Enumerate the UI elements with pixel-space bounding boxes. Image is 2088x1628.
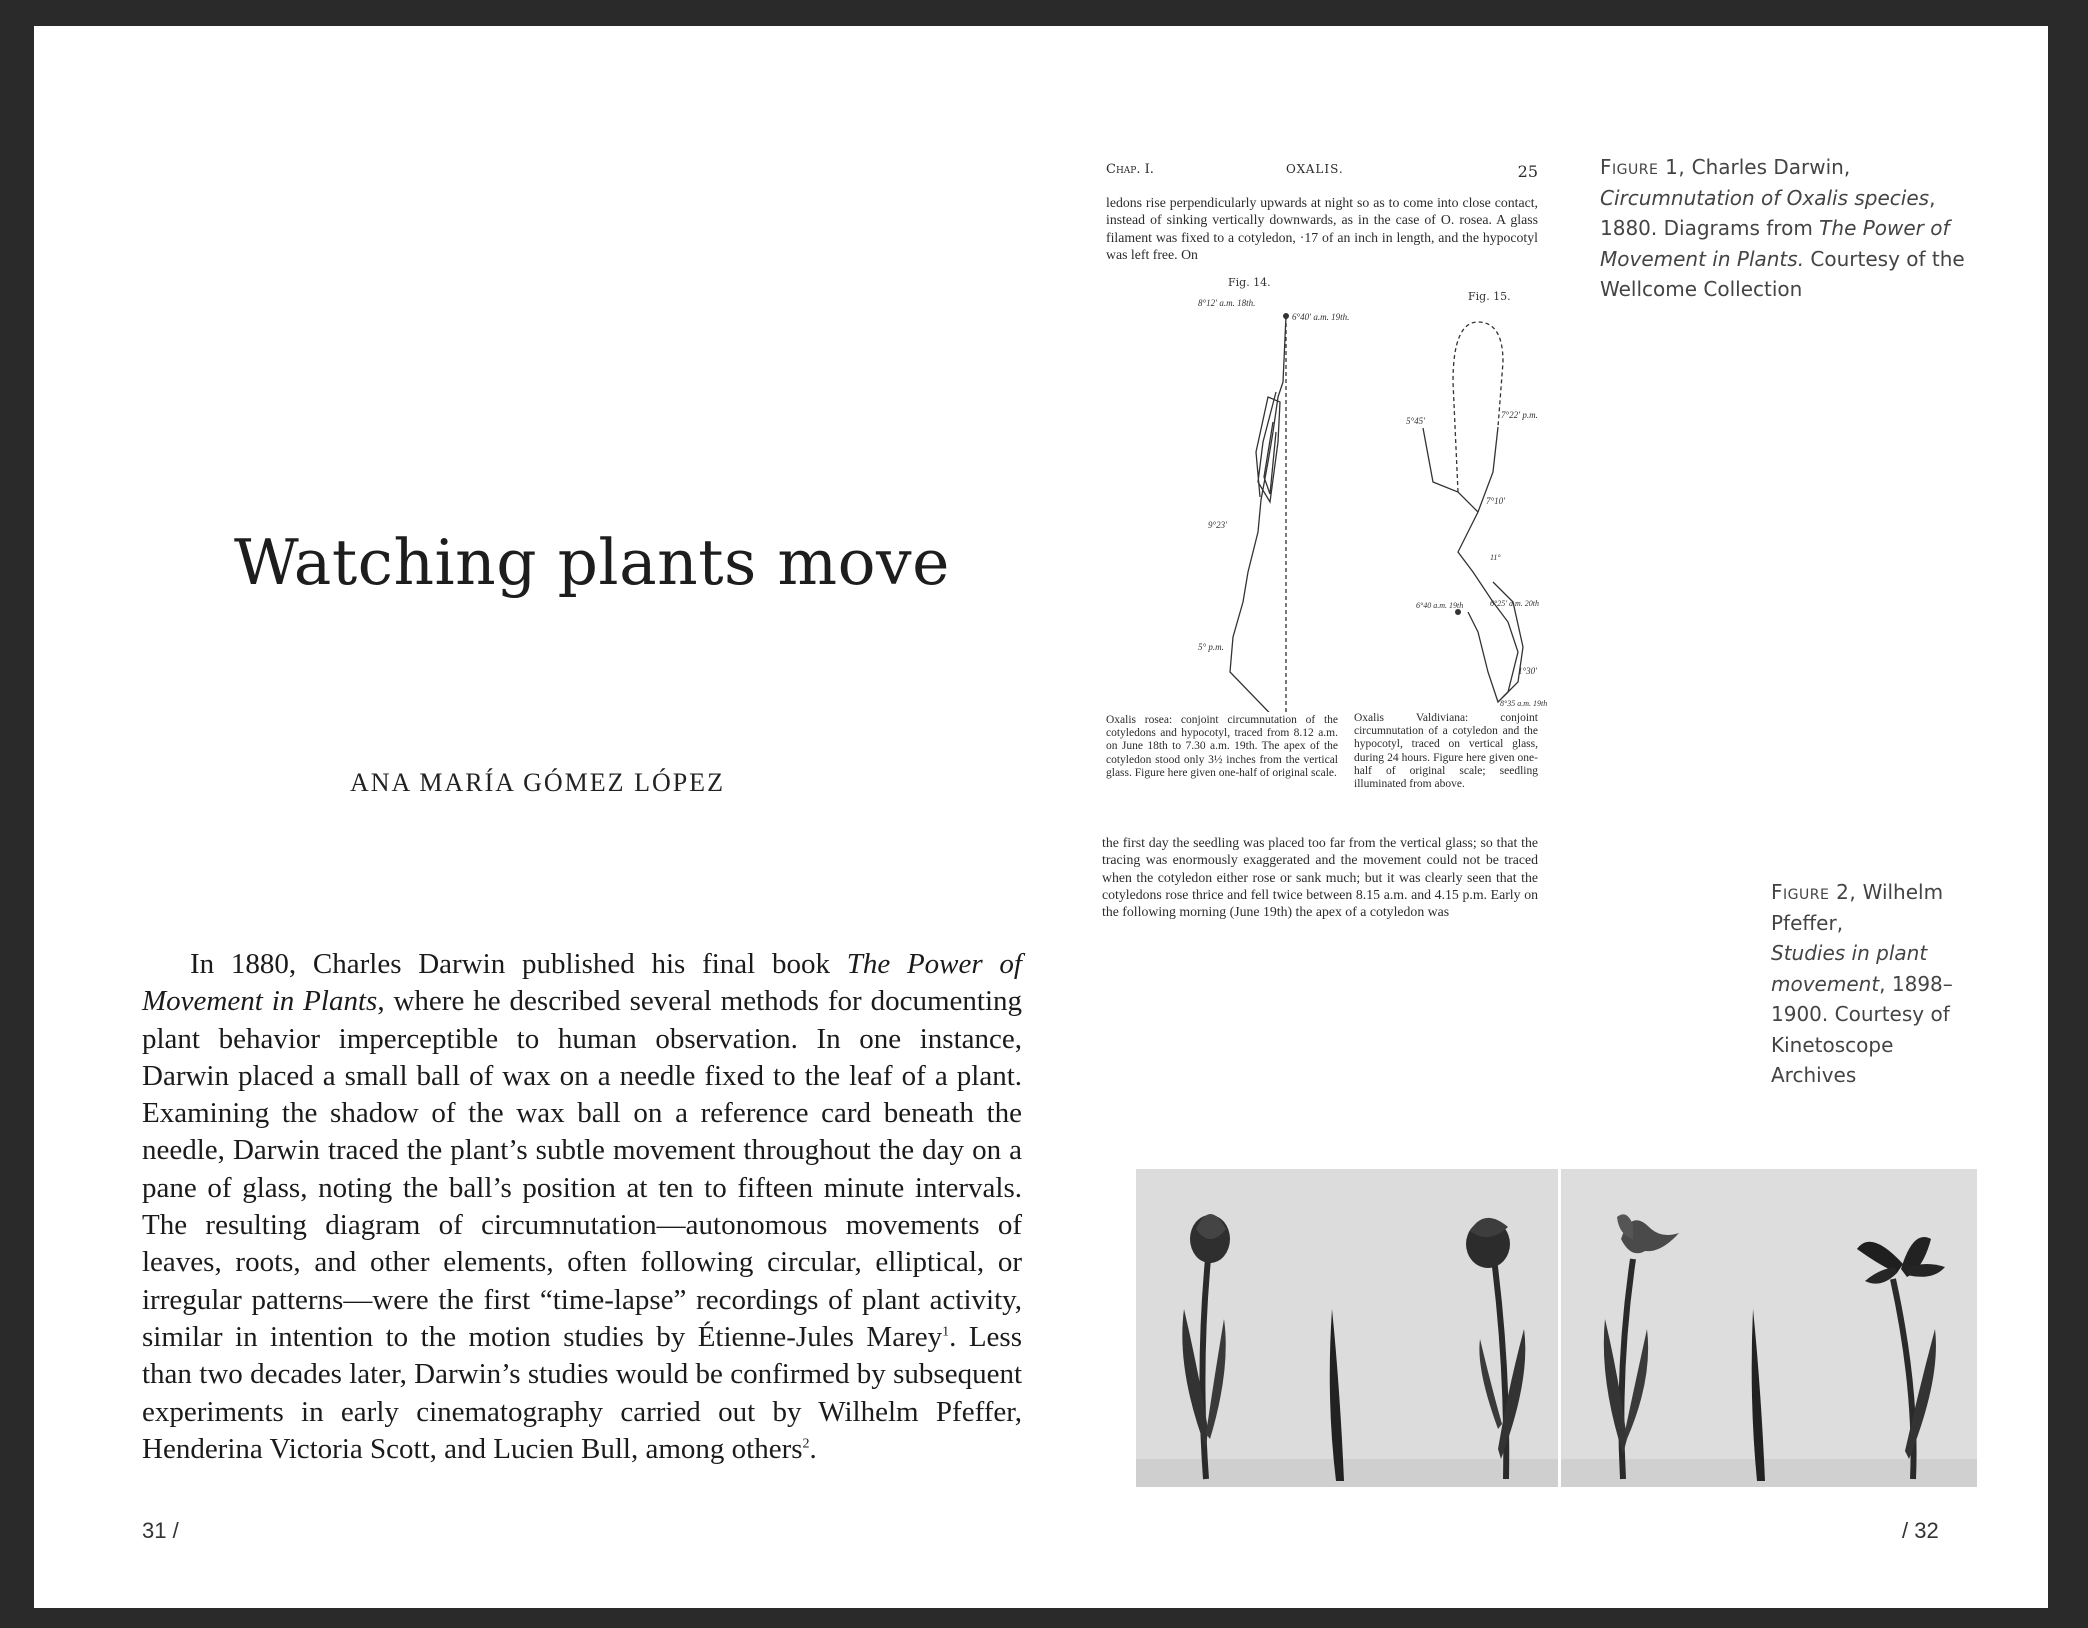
fig14-tracing [1230, 316, 1288, 712]
scan-top-paragraph: ledons rise perpendicularly upwards at night so as to come into close contact, instead of sinking vertically downwards, as in the case of O. rosea. A glass filament was fixed to a cotyledon, ·17 of an inch in length, and the hypocotyl was left free. On [1106, 195, 1538, 262]
circumnutation-diagrams [1098, 272, 1558, 712]
fig15-label: Fig. 15. [1468, 290, 1511, 303]
scan-bottom-paragraph: the first day the seedling was placed too far from the vertical glass; so that the tracing was enormously exaggerated and the movement could not be traced when the cotyledon either rose or sank much; but it was clearly seen that the cotyledons rose thrice and fell twice between 8.15 a.m. and 4.15 p.m. Early on the following morning (June 19th) the apex of a cotyledon was [1102, 835, 1538, 920]
figure1-title: Circumnutation of Oxalis species [1600, 185, 1930, 210]
fig14-start-dot [1283, 313, 1289, 319]
scan-page-number: 25 [1517, 162, 1538, 181]
footnote-ref-2[interactable]: 2 [802, 1436, 810, 1452]
figure1-comma: , [1929, 185, 1936, 210]
scan-caption-fig14: Oxalis rosea: conjoint circumnutation of the cotyledons and hypocotyl, traced from 8.12 a.m. on June 18th to 7.30 a.m. 19th. The apex of the cotyledon stood only 3½ inches from the vertical glass. Figure here given one-half of original scale. [1106, 714, 1338, 779]
figure1-caption [1600, 152, 1980, 305]
figure1-book: The Power of Movement in Plants. [1600, 216, 1950, 271]
darwin-scan-figure [1098, 152, 1578, 952]
fig15-label-g: 1°30′ [1518, 666, 1538, 676]
fig14-label-c: 9°23′ [1208, 520, 1228, 530]
scan-caption-fig15: Oxalis Valdiviana: conjoint circumnutation of a cotyledon and the hypocotyl, traced on vertical glass, during 24 hours. Figure here given one-half of original scale; seedling illuminated from above. [1354, 712, 1538, 791]
book-spread [34, 26, 2048, 1608]
author-name: ANA MARÍA GÓMEZ LÓPEZ [350, 768, 725, 797]
fig15-label-e: 6°40 a.m. 19th [1416, 601, 1464, 610]
tulip-photo-frame-2 [1561, 1169, 1977, 1487]
fig15-label-d: 11° [1490, 553, 1501, 562]
fig14-label: Fig. 14. [1228, 276, 1271, 289]
figure1-label: Figure 1, [1600, 155, 1686, 179]
tulip-frame-2-image [1561, 1169, 1977, 1487]
fig15-label-b: 7°22′ p.m. [1501, 410, 1538, 420]
figure2-caption [1771, 877, 1971, 1091]
fig15-label-a: 5°45′ [1406, 416, 1426, 426]
folio-right: / 32 [1902, 1518, 1939, 1543]
tulip-frame-1-image [1136, 1169, 1558, 1487]
fig14-label-a: 8°12′ a.m. 18th. [1198, 298, 1256, 308]
fig14-label-d: 5° p.m. [1198, 642, 1224, 652]
body-paragraph [142, 946, 1022, 1468]
fig15-label-f: 6°25′ a.m. 20th [1490, 599, 1539, 608]
figure1-courtesy: Courtesy of the Wellcome Collection [1600, 246, 1965, 301]
fig15-label-c: 7°10′ [1486, 496, 1506, 506]
figure2-author: Wilhelm Pfeffer, [1771, 880, 1944, 935]
scan-chapter: Chap. I. [1106, 162, 1154, 177]
fig15-label-h: 8°35 a.m. 19th [1500, 699, 1548, 708]
tulip-photo-frame-1 [1136, 1169, 1558, 1487]
scan-head-title: OXALIS. [1286, 162, 1344, 176]
fig15-tracing [1423, 322, 1523, 702]
folio-left: 31 / [142, 1518, 179, 1543]
figure1-author: Charles Darwin, [1685, 155, 1851, 179]
figure2-rest: , 1898–1900. Courtesy of Kinetoscope Archives [1771, 971, 1953, 1087]
figure2-label: Figure 2, [1771, 880, 1857, 904]
body-text-2: , where he described several methods for documenting plant behavior imperceptible to human observation. In one instance, Darwin placed a small ball of wax on a needle fixed to the leaf of a plant. Examining the shadow of the wax ball on a reference card beneath the needle, Darwin traced the plant’s subtle movement throughout the day on a pane of glass, noting the ball’s position at ten to fifteen minute intervals. The resulting diagram of circumnutation—autonomous movements of leaves, roots, and other elements, often following circular, elliptical, or irregular patterns—were the first “time-lapse” recordings of plant activity, similar in intention to the motion studies by Étienne-Jules Marey [142, 985, 1022, 1353]
body-text-1: In 1880, Charles Darwin published his final book [190, 948, 847, 980]
book-title: The Power of Movement in Plants [142, 948, 1022, 1018]
footnote-ref-1[interactable]: 1 [942, 1324, 950, 1340]
body-text-3: . Less than two decades later, Darwin’s studies would be confirmed by subsequent experiments in early cinematography carried out by Wilhelm Pfeffer, Henderina Victoria Scott, and Lucien Bull, among others [142, 1320, 1022, 1465]
fig14-label-b: 6°40′ a.m. 19th. [1292, 312, 1350, 322]
figure2-title: Studies in plant movement [1771, 941, 1928, 996]
body-text-4: . [809, 1432, 817, 1465]
page-title: Watching plants move [234, 526, 950, 599]
figure1-year: 1880. Diagrams from [1600, 216, 1820, 240]
